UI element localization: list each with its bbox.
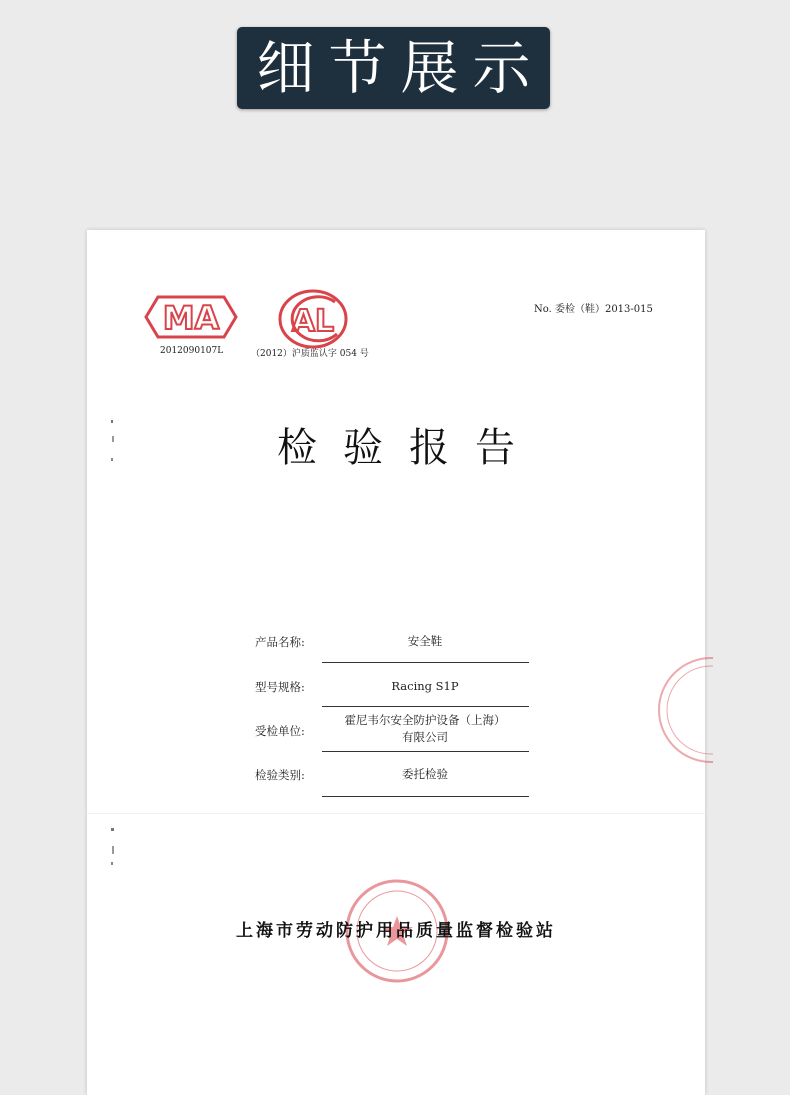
model-label: 型号规格:	[255, 680, 305, 694]
inspection-type-value: 委托检验	[402, 767, 448, 781]
product-name-value: 安全鞋	[407, 634, 443, 648]
inspection-report-page	[87, 230, 705, 1095]
field-underline	[322, 751, 529, 752]
field-underline	[322, 796, 529, 797]
partial-seal-icon	[653, 650, 713, 770]
banner-title: 细节展示	[256, 34, 545, 102]
field-underline	[322, 662, 529, 663]
inspected-unit-label: 受检单位:	[255, 724, 305, 738]
page-fold-line	[87, 813, 705, 814]
cal-certificate-code: （2012）沪质监认字 054 号	[251, 349, 369, 359]
cal-seal-icon	[277, 288, 349, 350]
inspected-unit-value-line1: 霍尼韦尔安全防护设备（上海）	[344, 713, 506, 727]
section-banner	[237, 27, 550, 109]
ma-certificate-code: 2012090107L	[160, 346, 224, 356]
scan-specks-lower	[109, 826, 117, 876]
report-number: No. 委检（鞋）2013-015	[534, 304, 653, 315]
inspection-type-label: 检验类别:	[255, 768, 305, 782]
model-value: Racing S1P	[391, 679, 459, 693]
cma-seal-icon	[142, 293, 240, 341]
report-title: 检验报告	[277, 425, 541, 471]
inspected-unit-value-line2: 有限公司	[402, 730, 448, 744]
cal-stamp-text: AL	[291, 304, 335, 339]
issuing-institute: 上海市劳动防护用品质量监督检验站	[236, 921, 556, 941]
field-underline	[322, 706, 529, 707]
ma-stamp-text: MA	[162, 299, 220, 337]
product-name-label: 产品名称:	[255, 635, 305, 649]
